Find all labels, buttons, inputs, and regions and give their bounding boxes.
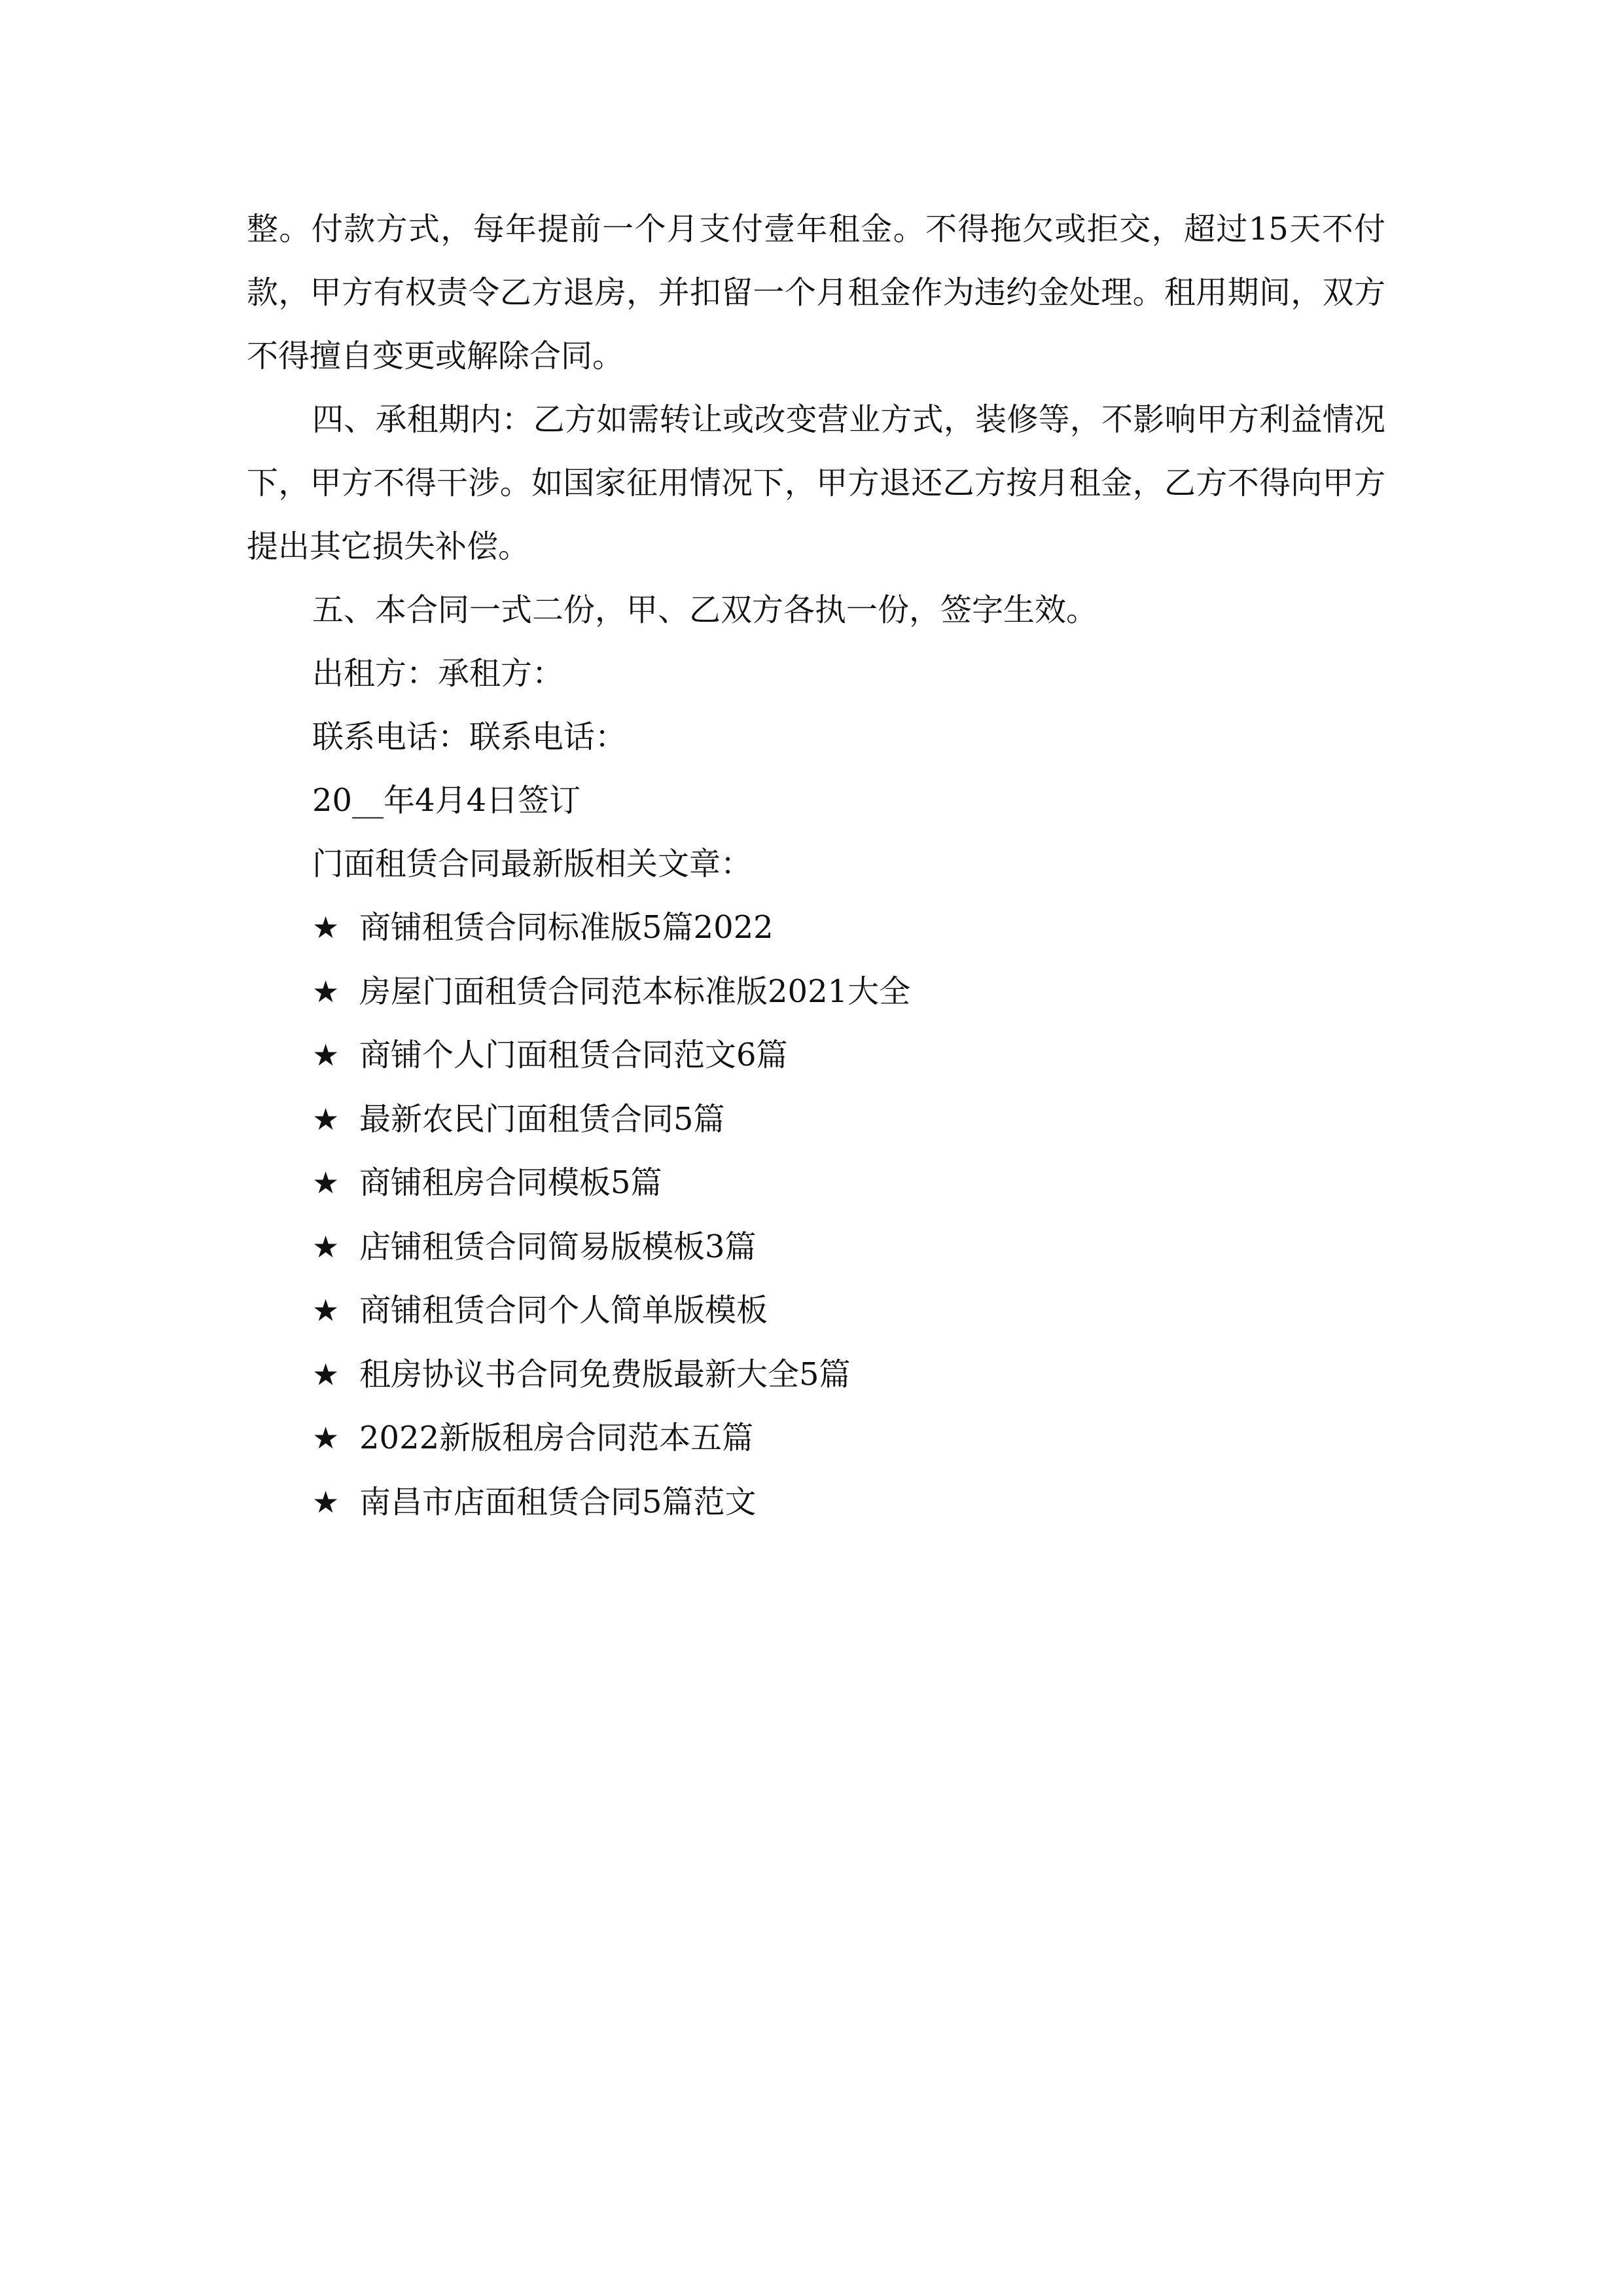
related-article-link[interactable]: [312, 1279, 1385, 1343]
contract-paragraph-payment: 整。付款方式，每年提前一个月支付壹年租金。不得拖欠或拒交，超过15天不付款，甲方有权责令乙方退房，并扣留一个月租金作为违约金处理。租用期间，双方不得擅自变更或解除合同。: [247, 211, 1385, 374]
star-icon: ★: [312, 1293, 340, 1328]
related-article-link[interactable]: [312, 960, 1385, 1024]
signing-date: 20__年4月4日签订: [312, 782, 581, 819]
related-article-title: 商铺租赁合同个人简单版模板: [359, 1292, 768, 1329]
star-icon: ★: [312, 1229, 340, 1265]
related-article-link[interactable]: [312, 1151, 1385, 1215]
contact-phones: 联系电话：联系电话：: [312, 719, 627, 755]
related-articles-heading: 门面租赁合同最新版相关文章：: [312, 846, 753, 882]
star-icon: ★: [312, 1420, 340, 1456]
related-article-link[interactable]: [312, 1343, 1385, 1407]
related-article-title: 商铺个人门面租赁合同范文6篇: [359, 1037, 788, 1073]
star-icon: ★: [312, 973, 340, 1009]
contract-clause-five: 五、本合同一式二份，甲、乙双方各执一份，签字生效。: [312, 592, 1098, 628]
star-icon: ★: [312, 1101, 340, 1137]
related-article-title: 店铺租赁合同简易版模板3篇: [359, 1228, 757, 1265]
related-article-title: 2022新版租房合同范本五篇: [359, 1420, 754, 1456]
star-icon: ★: [312, 1356, 340, 1392]
related-article-title: 南昌市店面租赁合同5篇范文: [359, 1483, 757, 1520]
related-article-title: 商铺租房合同模板5篇: [359, 1164, 662, 1201]
related-article-title: 最新农民门面租赁合同5篇: [359, 1100, 725, 1138]
related-article-title: 租房协议书合同免费版最新大全5篇: [359, 1355, 851, 1393]
star-icon: ★: [312, 1037, 340, 1073]
related-article-link[interactable]: [312, 1215, 1385, 1280]
star-icon: ★: [312, 1165, 340, 1200]
related-article-link[interactable]: [312, 1024, 1385, 1088]
related-article-link[interactable]: [312, 1471, 1385, 1535]
related-article-title: 房屋门面租赁合同范本标准版2021大全: [359, 973, 911, 1010]
contract-clause-four: 四、承租期内：乙方如需转让或改变营业方式，装修等，不影响甲方利益情况下，甲方不得干涉。如国家征用情况下，甲方退还乙方按月租金，乙方不得向甲方提出其它损失补偿。: [247, 401, 1385, 565]
related-article-title: 商铺租赁合同标准版5篇2022: [359, 909, 774, 946]
star-icon: ★: [312, 1484, 340, 1520]
related-article-link[interactable]: [312, 1088, 1385, 1152]
related-article-link[interactable]: [312, 1407, 1385, 1471]
related-articles-list: [247, 896, 1385, 1534]
star-icon: ★: [312, 910, 340, 945]
signature-parties: 出租方：承租方：: [312, 655, 564, 692]
related-article-link[interactable]: [312, 896, 1385, 960]
document-body: [247, 198, 1385, 1534]
